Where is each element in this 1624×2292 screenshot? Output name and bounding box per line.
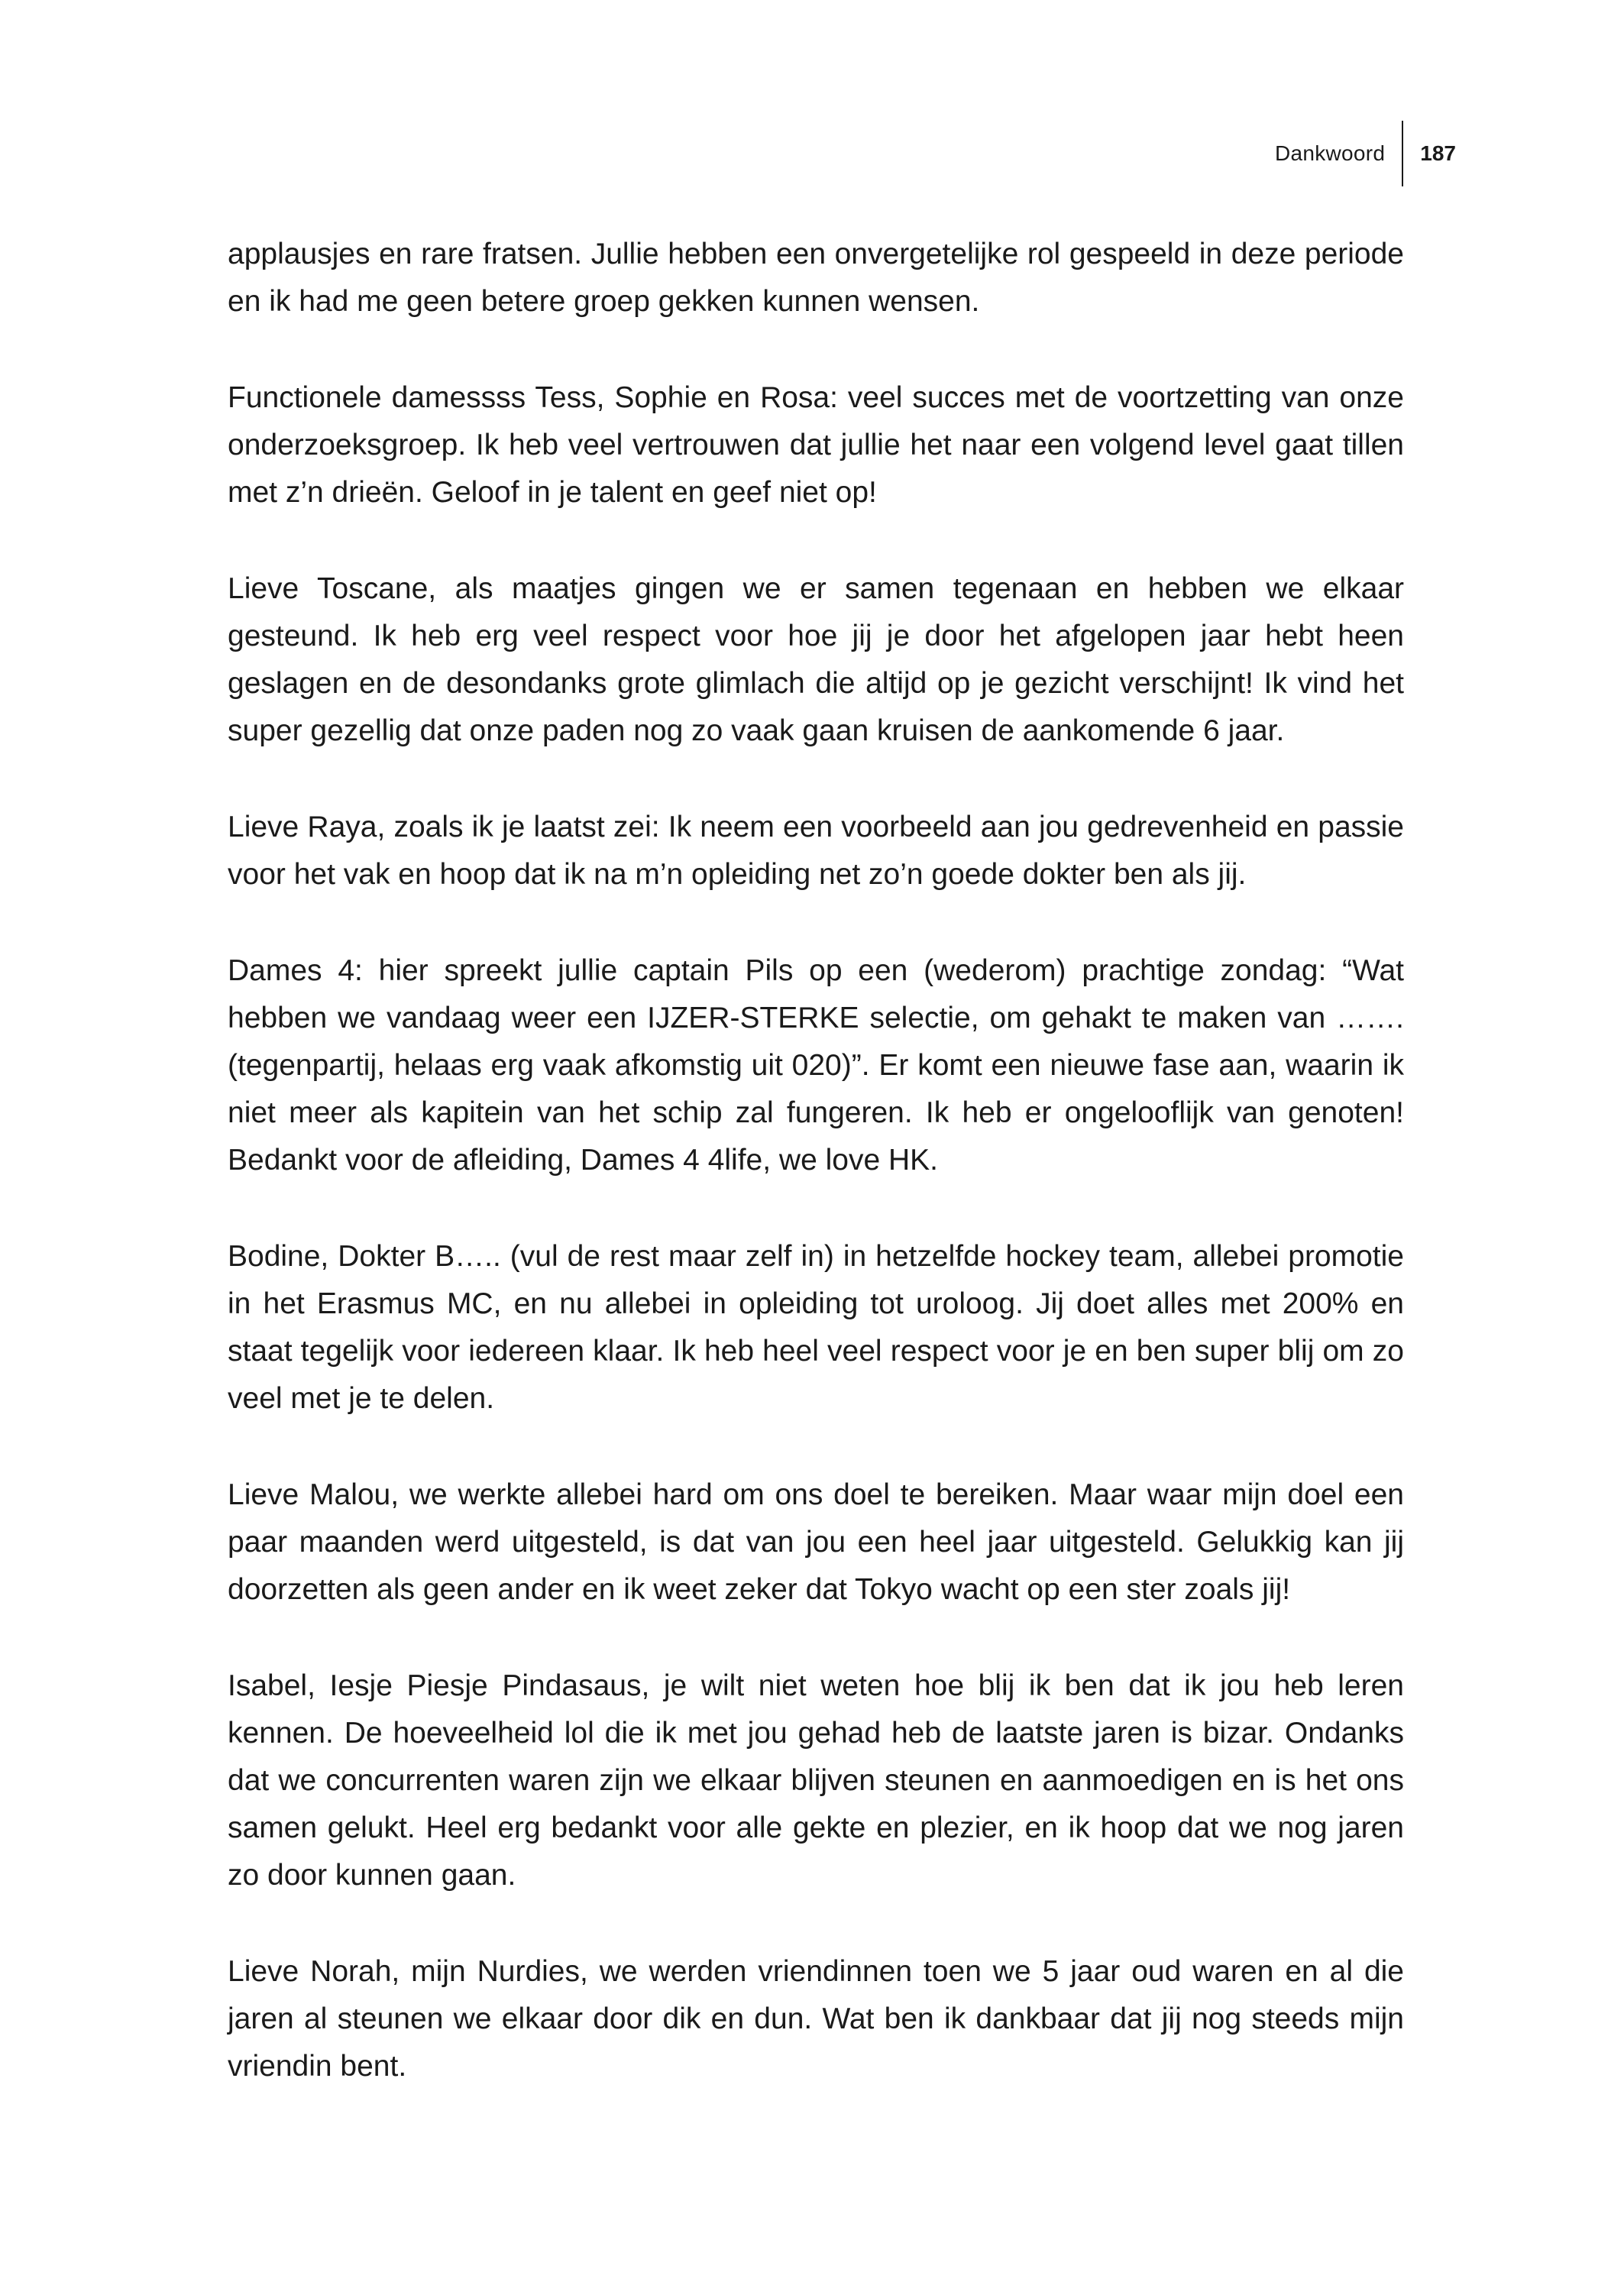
- body-text: [228, 231, 1404, 2139]
- paragraph-3: Lieve Toscane, als maatjes gingen we er samen tegenaan en hebben we elkaar gesteund. Ik heb erg veel respect voor hoe jij je door het afgelopen jaar hebt heen geslagen en de desondanks grote glimlach die altijd op je gezicht verschijnt! Ik vind het super gezellig dat onze paden nog zo vaak gaan kruisen de aankomende 6 jaar.: [228, 572, 1404, 747]
- page-header: [1275, 121, 1456, 186]
- paragraph-9: Lieve Norah, mijn Nurdies, we werden vriendinnen toen we 5 jaar oud waren en al die jaren al steunen we elkaar door dik en dun. Wat ben ik dankbaar dat jij nog steeds mijn vriendin bent.: [228, 1955, 1404, 2083]
- paragraph-8: Isabel, Iesje Piesje Pindasaus, je wilt niet weten hoe blij ik ben dat ik jou heb leren kennen. De hoeveelheid lol die ik met jou gehad heb de laatste jaren is bizar. Ondanks dat we concurrenten waren zijn we elkaar blijven steunen en aanmoedigen en is het ons samen gelukt. Heel erg bedankt voor alle gekte en plezier, en ik hoop dat we nog jaren zo door kunnen gaan.: [228, 1669, 1404, 1892]
- paragraph-6: Bodine, Dokter B….. (vul de rest maar zelf in) in hetzelfde hockey team, allebei promotie in het Erasmus MC, en nu allebei in opleiding tot uroloog. Jij doet alles met 200% en staat tegelijk voor iedereen klaar. Ik heb heel veel respect voor je en ben super blij om zo veel met je te delen.: [228, 1240, 1404, 1415]
- paragraph-7: Lieve Malou, we werkte allebei hard om ons doel te bereiken. Maar waar mijn doel een paar maanden werd uitgesteld, is dat van jou een heel jaar uitgesteld. Gelukkig kan jij doorzetten als geen ander en ik weet zeker dat Tokyo wacht op een ster zoals jij!: [228, 1478, 1404, 1606]
- paragraph-4: Lieve Raya, zoals ik je laatst zei: Ik neem een voorbeeld aan jou gedrevenheid en passie voor het vak en hoop dat ik na m’n opleiding net zo’n goede dokter ben als jij.: [228, 811, 1404, 891]
- paragraph-5: Dames 4: hier spreekt jullie captain Pils op een (wederom) prachtige zondag: “Wat hebben we vandaag weer een IJZER-STERKE selectie, om gehakt te maken van …….(tegenpartij, helaas erg vaak afkomstig uit 020)”. Er komt een nieuwe fase aan, waarin ik niet meer als kapitein van het schip zal fungeren. Ik heb er ongelooflijk van genoten! Bedankt voor de afleiding, Dames 4 4life, we love HK.: [228, 954, 1404, 1177]
- paragraph-1: applausjes en rare fratsen. Jullie hebben een onvergetelijke rol gespeeld in deze periode en ik had me geen betere groep gekken kunnen wensen.: [228, 238, 1404, 318]
- running-title: Dankwoord: [1274, 141, 1386, 165]
- page-number: 187: [1420, 141, 1456, 165]
- paragraph-2: Functionele damessss Tess, Sophie en Rosa: veel succes met de voortzetting van onze onderzoeksgroep. Ik heb veel vertrouwen dat jullie het naar een volgend level gaat tillen met z’n drieën. Geloof in je talent en geef niet op!: [228, 381, 1404, 509]
